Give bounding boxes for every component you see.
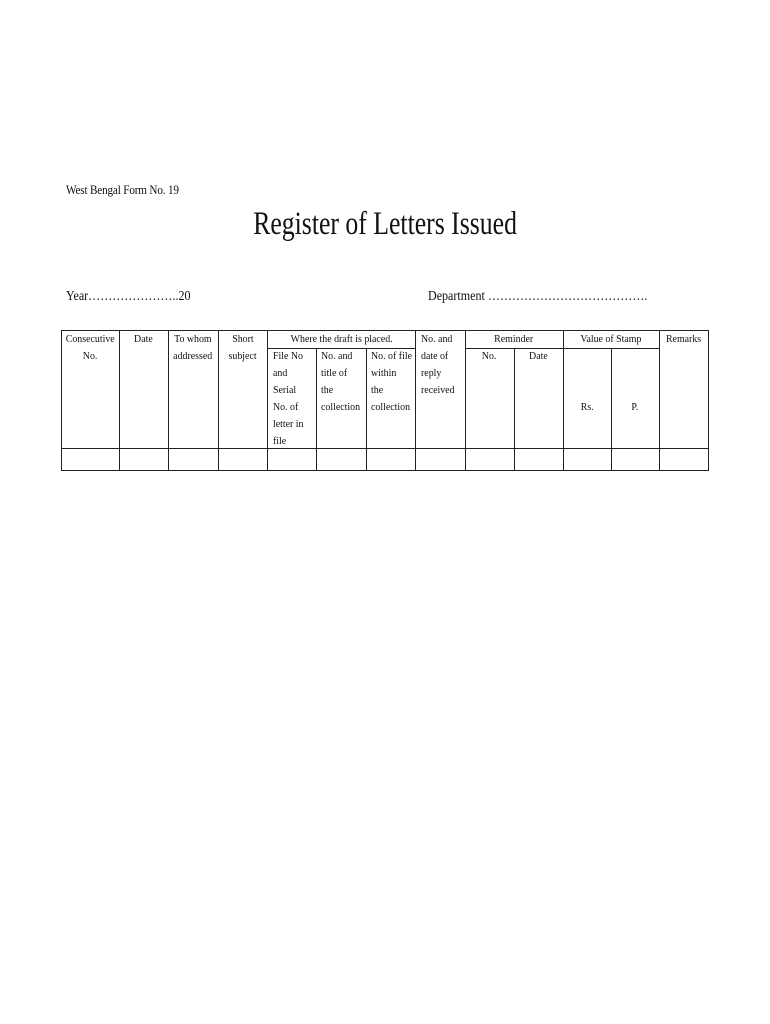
header-to-whom: To whom addressed: [173, 333, 213, 362]
table-border-bottom: [61, 470, 709, 471]
header-reminder-date: Date: [529, 350, 548, 362]
col-line: [659, 330, 660, 471]
header-value-stamp: Value of Stamp: [580, 333, 642, 345]
col-line: [267, 330, 268, 471]
subheader-line: [563, 348, 660, 349]
header-short-subject: Short subject: [228, 333, 257, 362]
header-reminder: Reminder: [494, 333, 534, 345]
year-field: Year…………………..20: [66, 289, 191, 304]
register-table: [61, 330, 709, 471]
form-number: West Bengal Form No. 19: [66, 182, 179, 197]
col-line: [415, 330, 416, 471]
col-line: [366, 348, 367, 471]
header-reply: No. and date of reply received: [421, 333, 455, 396]
table-border-right: [708, 330, 709, 471]
header-reminder-no: No.: [482, 350, 497, 362]
page-title: [0, 204, 770, 244]
header-no-file: No. of file within the collection: [371, 350, 412, 413]
header-rs: Rs.: [580, 401, 594, 413]
header-where-draft: Where the draft is placed.: [290, 333, 393, 345]
col-line: [316, 348, 317, 471]
department-field: Department ………………………………….: [428, 289, 648, 304]
header-file-no: File No and Serial No. of letter in file: [273, 350, 304, 447]
header-p: P.: [631, 401, 639, 413]
header-date: Date: [134, 333, 153, 345]
header-no-title: No. and title of the collection: [321, 350, 361, 413]
header-bottom-line: [61, 448, 709, 449]
title-text: Register of Letters Issued: [253, 206, 517, 242]
header-consecutive: Consecutive No.: [65, 333, 115, 362]
col-line: [514, 348, 515, 471]
col-line: [119, 330, 120, 471]
header-remarks: Remarks: [665, 333, 702, 345]
